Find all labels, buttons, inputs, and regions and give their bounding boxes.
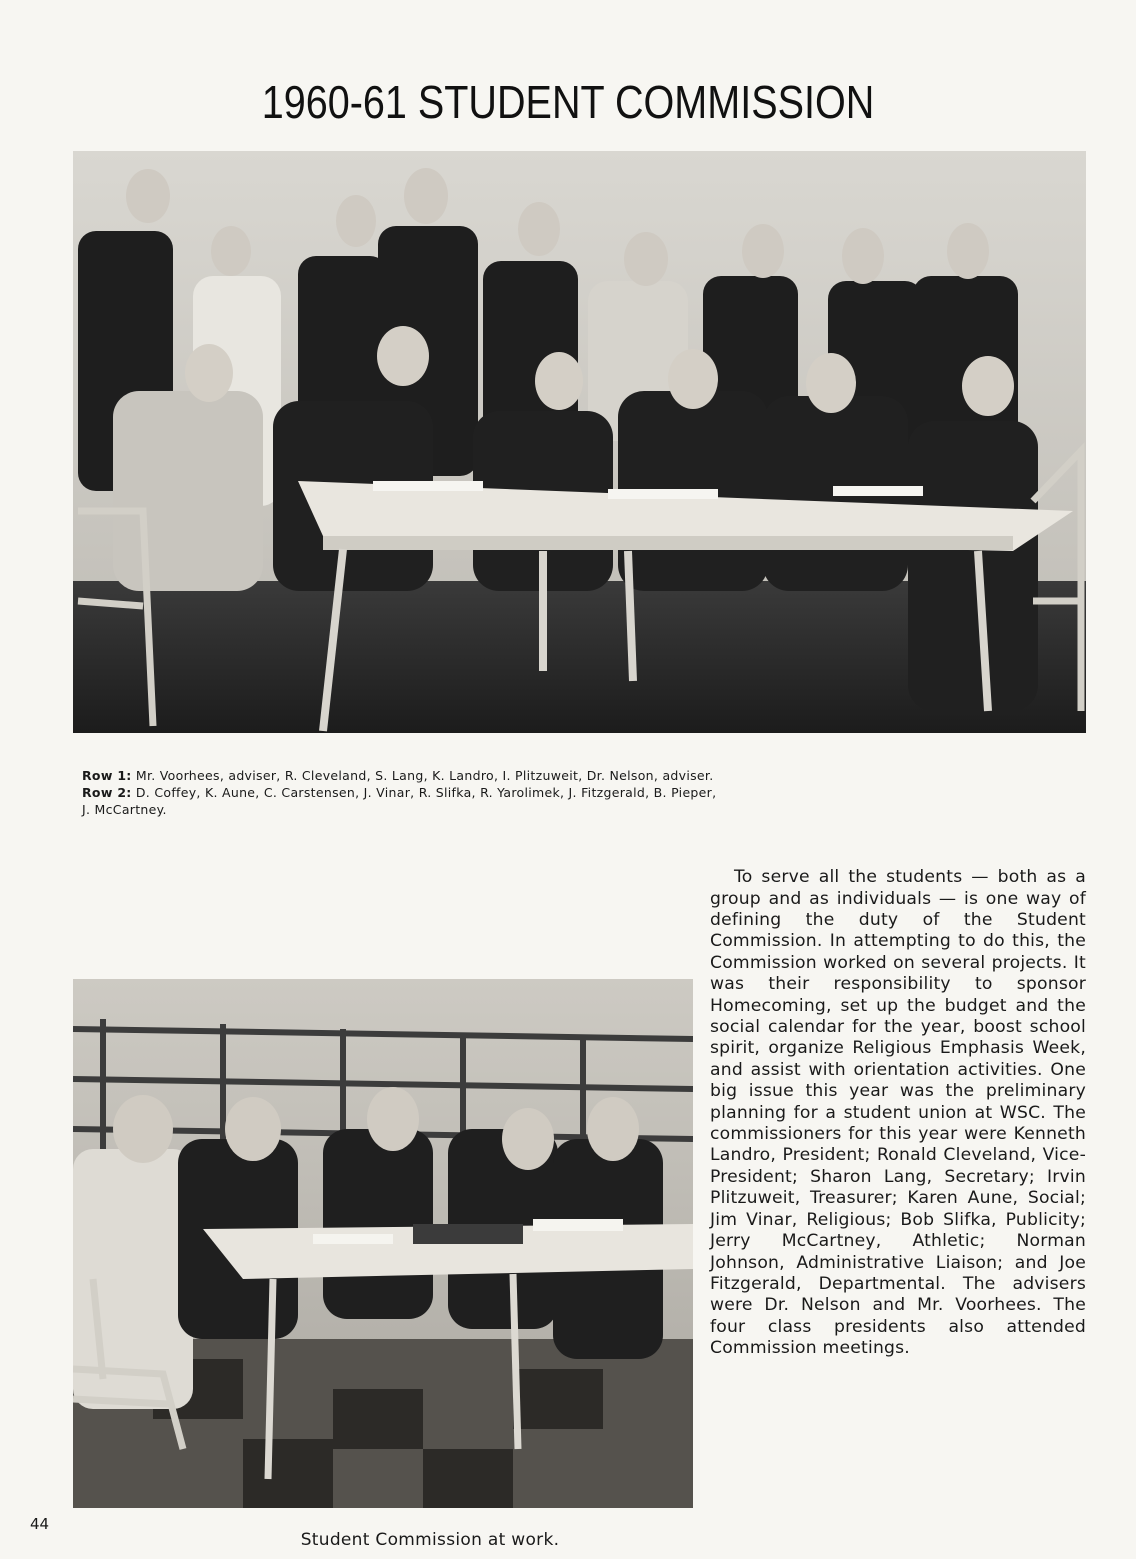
group-photo-caption — [82, 767, 722, 818]
page-title: 1960-61 STUDENT COMMISSION — [261, 75, 875, 128]
caption-row2-names: D. Coffey, K. Aune, C. Carstensen, J. Vinar, R. Slifka, R. Yarolimek, J. Fitzgerald, B. Pieper, J. McCartney. — [82, 784, 717, 817]
caption-row1-names: Mr. Voorhees, adviser, R. Cleveland, S. Lang, K. Landro, I. Plitzuweit, Dr. Nelson, adviser. — [131, 767, 714, 783]
work-photo — [73, 979, 693, 1508]
page-number: 44 — [30, 1515, 50, 1533]
work-photo-caption: Student Commission at work. — [300, 1530, 560, 1550]
caption-row1-label: Row 1: — [82, 767, 132, 783]
article-text: To serve all the students — both as a group and as individuals — is one way of defining the duty of the Student Commission. In attempting to do this, the Commission worked on several projects. It was their responsibility to sponsor Homecoming, set up the budget and the social calendar for the year, boost school spirit, organize Religious Emphasis Week, and assist with orientation activities. One big issue this year was the preliminary planning for a student union at WSC. The commissioners for this year were Kenneth Landro, President; Ronald Cleveland, Vice-President; Sharon Lang, Secretary; Irvin Plitzuweit, Treasurer; Karen Aune, Social; Jim Vinar, Religious; Bob Slifka, Publicity; Jerry McCartney, Athletic; Norman Johnson, Administrative Liaison; and Joe Fitzgerald, Departmental. The advisers were Dr. Nelson and Mr. Voorhees. The four class presidents also attended Commission meetings. — [710, 867, 1086, 1359]
caption-row2-label: Row 2: — [82, 784, 132, 800]
work-photo-image — [73, 979, 693, 1508]
group-photo — [73, 151, 1086, 733]
group-photo-image — [73, 151, 1086, 733]
